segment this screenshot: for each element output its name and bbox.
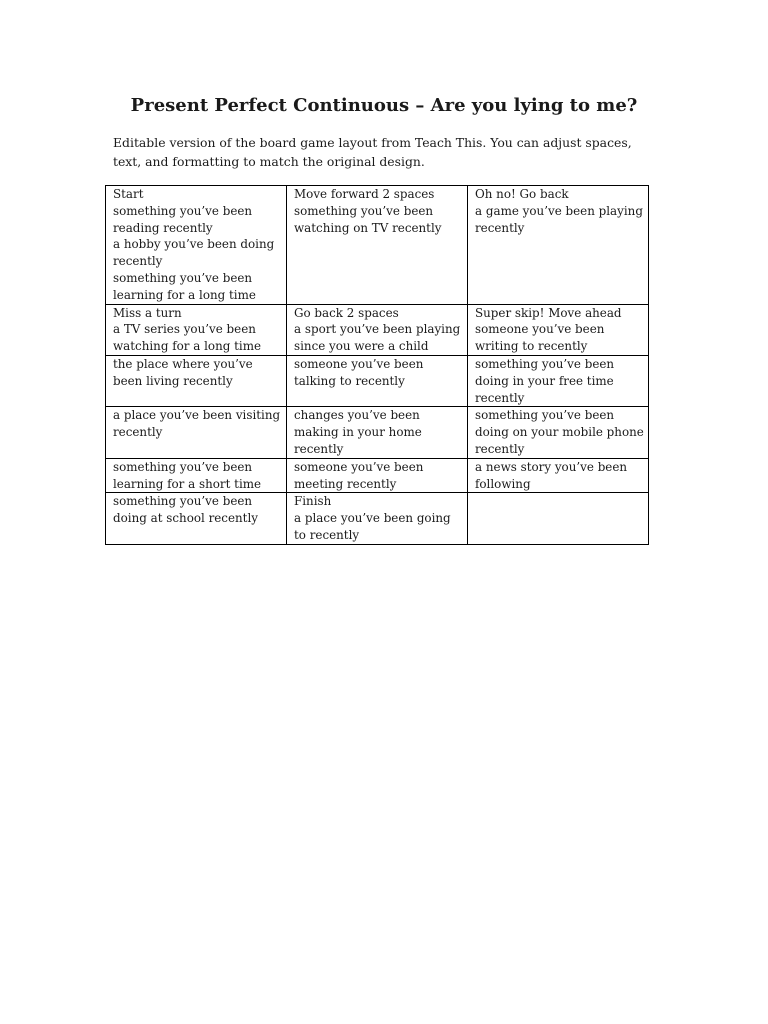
board-row — [106, 304, 649, 355]
board-space — [287, 304, 468, 355]
board-space-text: Move forward 2 spaces — [294, 187, 435, 201]
board-space — [106, 186, 287, 305]
board-space-text: a TV series you’ve been watching for a long time — [113, 322, 262, 354]
board-space — [468, 458, 649, 493]
board-space — [287, 186, 468, 305]
board-space — [287, 493, 468, 544]
board-space — [468, 355, 649, 406]
board-space-text: the place where you’ve been living recently — [113, 356, 253, 388]
board-space-text: something you’ve been learning for a short time — [113, 459, 262, 491]
board-space-text: a news story you’ve been following — [475, 459, 628, 491]
document-title: Present Perfect Continuous – Are you lying to me? — [130, 95, 638, 116]
board-space — [106, 304, 287, 355]
board-row — [106, 407, 649, 458]
board-space-text: Go back 2 spaces — [294, 305, 399, 320]
board-space-text: something you’ve been watching on TV recently — [294, 203, 442, 235]
board-space — [468, 493, 649, 544]
board-row — [106, 493, 649, 544]
board-space-text: changes you’ve been making in your home recently — [294, 408, 422, 456]
board-space-text: Miss a turn — [113, 305, 182, 320]
board-space-text: someone you’ve been meeting recently — [294, 459, 424, 491]
board-game-table — [105, 185, 649, 545]
board-space-text: someone you’ve been writing to recently — [475, 322, 605, 354]
board-space-text: a game you’ve been playing recently — [475, 203, 643, 235]
board-space — [106, 458, 287, 493]
board-space-text: Start — [113, 187, 144, 201]
board-space — [468, 304, 649, 355]
board-space — [287, 458, 468, 493]
board-space — [106, 493, 287, 544]
board-row — [106, 186, 649, 305]
board-space — [468, 407, 649, 458]
board-row — [106, 458, 649, 493]
board-space-text: a place you’ve been visiting recently — [113, 408, 281, 440]
board-space — [468, 186, 649, 305]
board-space — [106, 355, 287, 406]
board-row — [106, 355, 649, 406]
board-space-text: something you’ve been doing in your free time recently — [475, 356, 615, 405]
board-space-text: a place you’ve been going to recently — [294, 511, 451, 542]
board-space-text: something you’ve been reading recently — [113, 203, 253, 235]
board-space-text: Super skip! Move ahead — [475, 305, 622, 320]
board-space-text: Oh no! Go back — [475, 187, 569, 201]
document-intro: Editable version of the board game layout from Teach This. You can adjust spaces, text, and formatting to match the original design. — [113, 135, 632, 169]
board-space-text: Finish — [294, 494, 332, 509]
board-space-text: a sport you’ve been playing since you were a child — [294, 322, 461, 354]
board-space-text: something you’ve been learning for a long time — [113, 270, 256, 302]
board-space-text: something you’ve been doing on your mobile phone recently — [475, 408, 644, 456]
board-space-text: something you’ve been doing at school recently — [113, 494, 258, 526]
board-space-text: a hobby you’ve been doing recently — [113, 237, 275, 269]
board-table-body — [106, 186, 649, 545]
board-space — [287, 355, 468, 406]
board-space-text: someone you’ve been talking to recently — [294, 356, 424, 388]
board-space — [106, 407, 287, 458]
board-space — [287, 407, 468, 458]
